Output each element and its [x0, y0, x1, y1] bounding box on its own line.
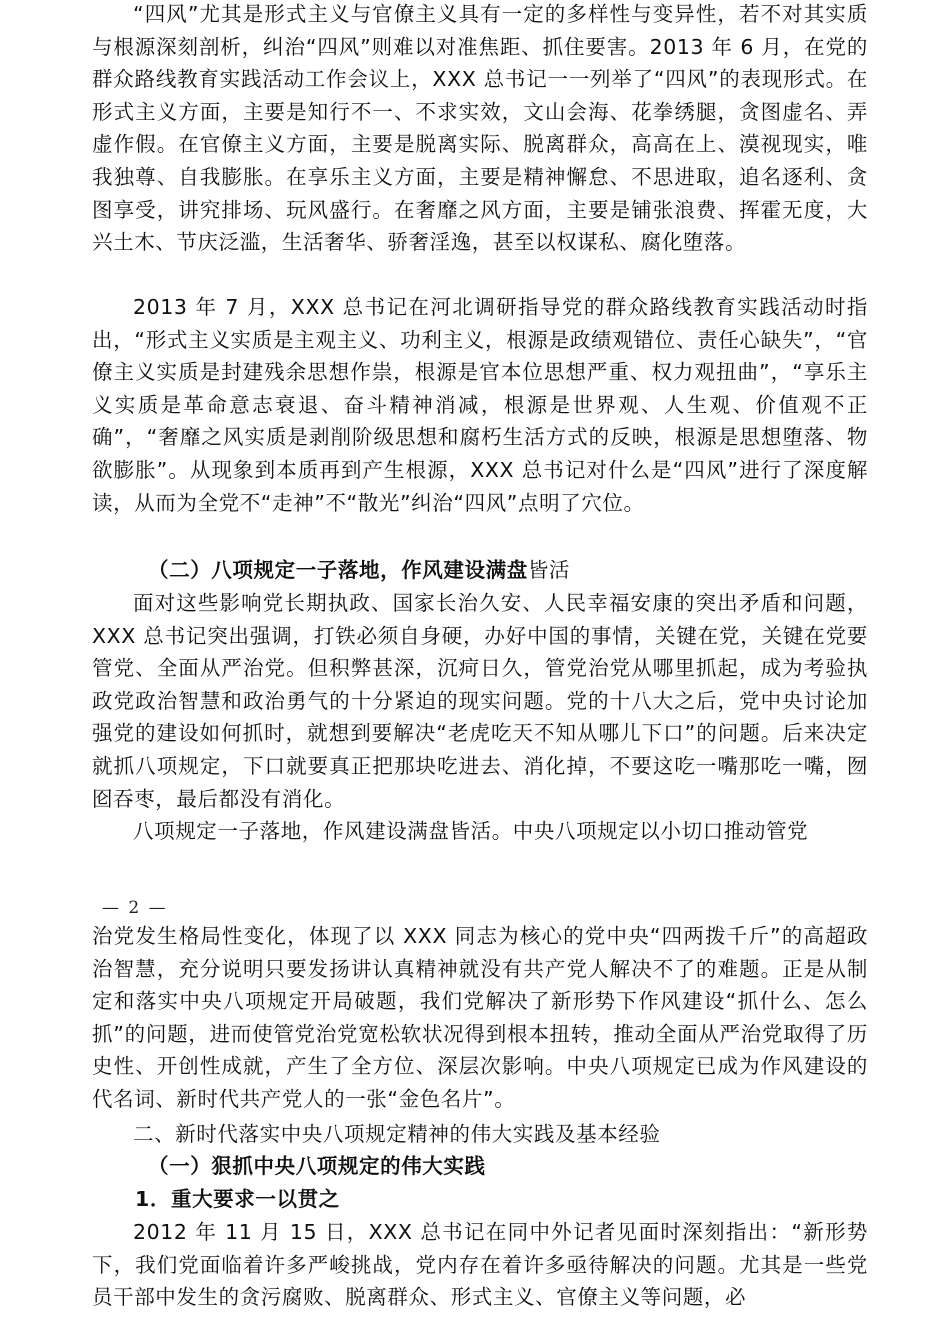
section-heading-eight-rules-tail: 皆活 — [527, 558, 571, 582]
item-heading-major-requirement — [135, 1183, 340, 1216]
paragraph-party-governance: 面对这些影响党长期执政、国家长治久安、人民幸福安康的突出矛盾和问题，XXX 总书记突出强调，打铁必须自身硬，办好中国的事情，关键在党，关键在党要管党、全面从严治党。但积弊甚深，沉疴日久，管党治党从哪里抓起，成为考验执政党政治智慧和政治勇气的十分紧迫的现实问题。党的十八大之后，党中央讨论加强党的建设如何抓时，就想到要解决“老虎吃天不知从哪儿下口”的问题。后来决定就抓八项规定，下口就要真正把那块吃进去、消化掉，不要这吃一嘴那吃一嘴，囫囵吞枣，最后都没有消化。 — [92, 591, 868, 811]
paragraph-press-conference: 2012 年 11 月 15 日，XXX 总书记在同中外记者见面时深刻指出：“新形势下，我们党面临着许多严峻挑战，党内存在着许多亟待解决的问题。尤其是一些党员干部中发生的贪污腐败、脱离群众、形式主义、官僚主义等问题，必 — [92, 1220, 868, 1310]
subsection-heading-great-practice-text: （一）狠抓中央八项规定的伟大实践 — [148, 1154, 486, 1178]
section-heading-eight-rules — [148, 554, 570, 587]
paragraph-four-winds-essence: 2013 年 7 月，XXX 总书记在河北调研指导党的群众路线教育实践活动时指出，“形式主义实质是主观主义、功利主义，根源是政绩观错位、责任心缺失”，“官僚主义实质是封建残余思想作祟，根源是官本位思想严重、权力观扭曲”，“享乐主义实质是革命意志衰退、奋斗精神消减，根源是世界观、人生观、价值观不正确”，“奢靡之风实质是剥削阶级思想和腐朽生活方式的反映，根源是思想堕落、物欲膨胀”。从现象到本质再到产生根源，XXX 总书记对什么是“四风”进行了深度解读，从而为全党不“走神”不“散光”纠治“四风”点明了穴位。 — [92, 295, 868, 515]
subsection-heading-great-practice — [148, 1150, 486, 1183]
section-heading-eight-rules-bold: （二）八项规定一子落地，作风建设满盘 — [148, 558, 528, 582]
paragraph-eight-rules-continued: 治党发生格局性变化，体现了以 XXX 同志为核心的党中央“四两拨千斤”的高超政治智慧，充分说明只要发扬讲认真精神就没有共产党人解决不了的难题。正是从制定和落实中央八项规定开局破题，我们党解决了新形势下作风建设“抓什么、怎么抓”的问题，进而使管党治党宽松软状况得到根本扭转，推动全面从严治党取得了历史性、开创性成就，产生了全方位、深层次影响。中央八项规定已成为作风建设的代名词、新时代共产党人的一张“金色名片”。 — [92, 924, 868, 1111]
page-number: — 2 — — [102, 898, 168, 918]
item-heading-major-requirement-text: 1．重大要求一以贯之 — [135, 1187, 340, 1211]
paragraph-eight-rules-start: 八项规定一子落地，作风建设满盘皆活。中央八项规定以小切口推动管党 — [133, 819, 809, 843]
section-heading-two: 二、新时代落实中央八项规定精神的伟大实践及基本经验 — [133, 1122, 661, 1146]
paragraph-four-winds-forms: “四风”尤其是形式主义与官僚主义具有一定的多样性与变异性，若不对其实质与根源深刻剖析，纠治“四风”则难以对准焦距、抓住要害。2013 年 6 月，在党的群众路线教育实践活动工作会议上，XXX 总书记一一列举了“四风”的表现形式。在形式主义方面，主要是知行不一、不求实效，文山会海、花拳绣腿，贪图虚名、弄虚作假。在官僚主义方面，主要是脱离实际、脱离群众，高高在上、漠视现实，唯我独尊、自我膨胀。在享乐主义方面，主要是精神懈怠、不思进取，追名逐利、贪图享受，讲究排场、玩风盛行。在奢靡之风方面，主要是铺张浪费、挥霍无度，大兴土木、节庆泛滥，生活奢华、骄奢淫逸，甚至以权谋私、腐化堕落。 — [92, 2, 868, 255]
